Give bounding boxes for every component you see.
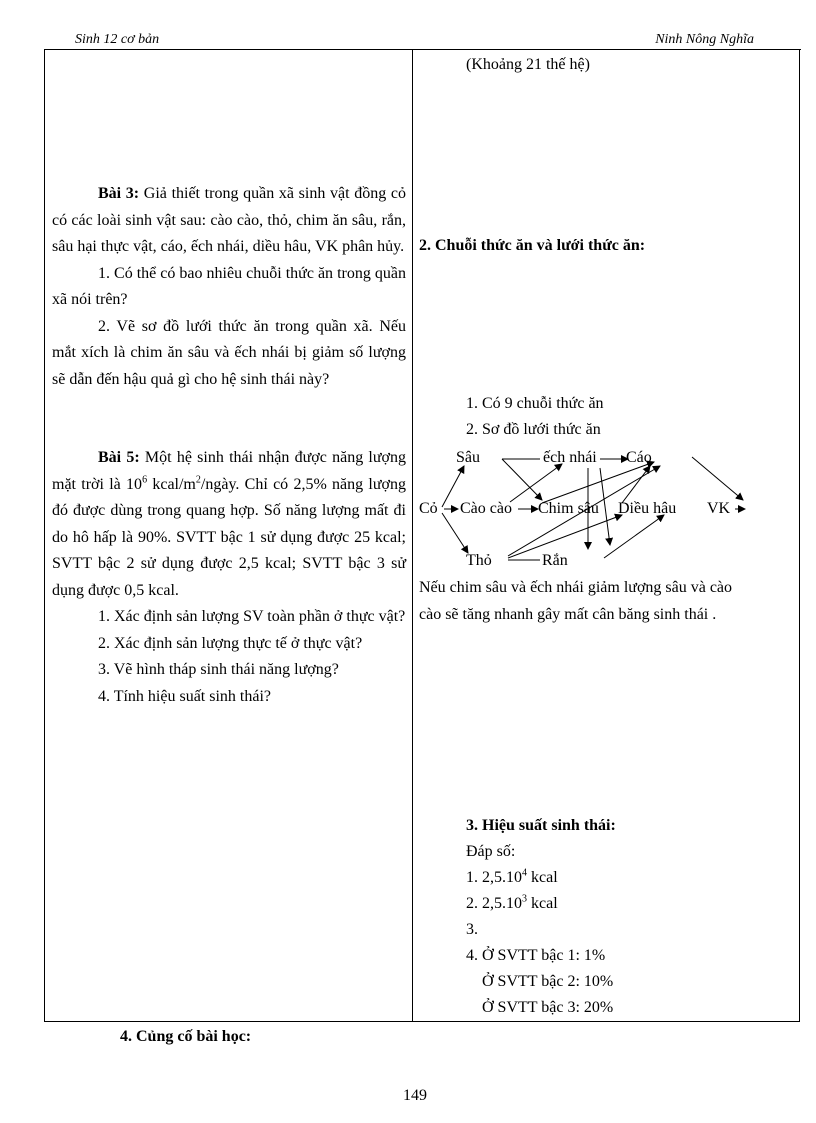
section-2-title: 2. Chuỗi thức ăn và lưới thức ăn: bbox=[419, 237, 646, 254]
section-3-title: 3. Hiệu suất sinh thái: bbox=[466, 817, 616, 834]
header-left: Sinh 12 cơ bản bbox=[75, 32, 160, 47]
header-right: Ninh Nông Nghĩa bbox=[655, 32, 754, 47]
node-cao-cao: Cào cào bbox=[460, 500, 512, 517]
top-note: (Khoảng 21 thế hệ) bbox=[466, 56, 590, 73]
node-ran: Rắn bbox=[542, 552, 568, 569]
bai3-question-2: 2. Vẽ sơ đồ lưới thức ăn trong quần xã. Nếu mắt xích là chim ăn sâu và ếch nhái bị giảm số lượng sẽ dẫn đến hậu quả gì cho hệ sinh thái này? bbox=[52, 317, 406, 388]
answer-1: 1. Có 9 chuỗi thức ăn bbox=[466, 395, 604, 412]
result-4: 4. Ở SVTT bậc 1: 1% bbox=[466, 947, 606, 964]
bai5-exp-1: 6 bbox=[142, 474, 148, 486]
bai5-text-1: Một hệ sinh thái nhận được năng lượng mặt trời là 10 bbox=[52, 449, 407, 493]
page-number: 149 bbox=[403, 1087, 427, 1104]
footer-heading: 4. Củng cố bài học: bbox=[120, 1028, 252, 1045]
arrow-caocao-ech bbox=[510, 464, 562, 502]
conclusion-line-2: cào sẽ tăng nhanh gây mất cân băng sinh thái . bbox=[419, 606, 717, 623]
node-ech-nhai: ếch nhái bbox=[543, 449, 597, 466]
node-tho: Thỏ bbox=[466, 552, 492, 569]
arrow-ran-dieuhau bbox=[604, 515, 664, 558]
result-1-unit: kcal bbox=[527, 869, 558, 886]
result-1 bbox=[466, 865, 558, 892]
bai5-text-3: /ngày. Chỉ có 2,5% năng lượng đó được dùng trong quang hợp. Số năng lượng mất đi do hô hấp là 90%. SVTT bậc 1 sử dụng được 25 kcal; SVTT bậc 2 sử dụng được 2,5 kcal; SVTT bậc 3 sử dụng được 0,5 kcal. bbox=[52, 475, 407, 599]
bai5-exp-2: 2 bbox=[195, 474, 201, 486]
node-cao: Cáo bbox=[626, 449, 652, 466]
bai5-question-3: 3. Vẽ hình tháp sinh thái năng lượng? bbox=[98, 661, 339, 678]
arrow-dieuhau-cao bbox=[622, 466, 650, 503]
bai5-label: Bài 5: bbox=[98, 449, 140, 466]
answer-key-label: Đáp số: bbox=[466, 843, 516, 860]
bai3-text: Giả thiết trong quần xã sinh vật đồng cỏ có các loài sinh vật sau: cào cào, thỏ, chim ăn sâu, rắn, sâu hại thực vật, cáo, ếch nhái, diều hâu, VK phân hủy. bbox=[52, 185, 406, 255]
result-3: 3. bbox=[466, 921, 478, 938]
result-2-exp: 3 bbox=[522, 893, 527, 905]
bai3-label: Bài 3: bbox=[98, 185, 140, 202]
answer-2: 2. Sơ đồ lưới thức ăn bbox=[466, 421, 601, 438]
result-2-base: 2. 2,5.10 bbox=[466, 895, 522, 912]
result-2-unit: kcal bbox=[527, 895, 558, 912]
node-dieu-hau: Diều hâu bbox=[618, 500, 677, 517]
result-6: Ở SVTT bậc 3: 20% bbox=[482, 999, 614, 1016]
node-chim-sau: Chim sâu bbox=[538, 500, 599, 517]
bai5-text-2: kcal/m bbox=[147, 475, 196, 493]
result-1-exp: 4 bbox=[522, 867, 527, 879]
node-co: Cỏ bbox=[419, 500, 438, 517]
conclusion-line-1: Nếu chim sâu và ếch nhái giảm lượng sâu và cào bbox=[419, 579, 733, 596]
node-sau: Sâu bbox=[456, 449, 480, 466]
arrow-cao-vk bbox=[692, 457, 743, 500]
bai5-question-4: 4. Tính hiệu suất sinh thái? bbox=[98, 687, 272, 705]
node-vk: VK bbox=[707, 500, 731, 517]
bai5-question-1: 1. Xác định sản lượng SV toàn phần ở thực vật? bbox=[98, 608, 406, 625]
bai5-question-2: 2. Xác định sản lượng thực tế ở thực vật? bbox=[98, 634, 363, 652]
result-1-base: 1. 2,5.10 bbox=[466, 869, 522, 886]
bai3-question-1: 1. Có thể có bao nhiêu chuỗi thức ăn trong quần xã nói trên? bbox=[52, 264, 406, 308]
result-2 bbox=[466, 891, 558, 918]
result-5: Ở SVTT bậc 2: 10% bbox=[482, 973, 614, 990]
arrow-co-tho bbox=[442, 513, 468, 553]
